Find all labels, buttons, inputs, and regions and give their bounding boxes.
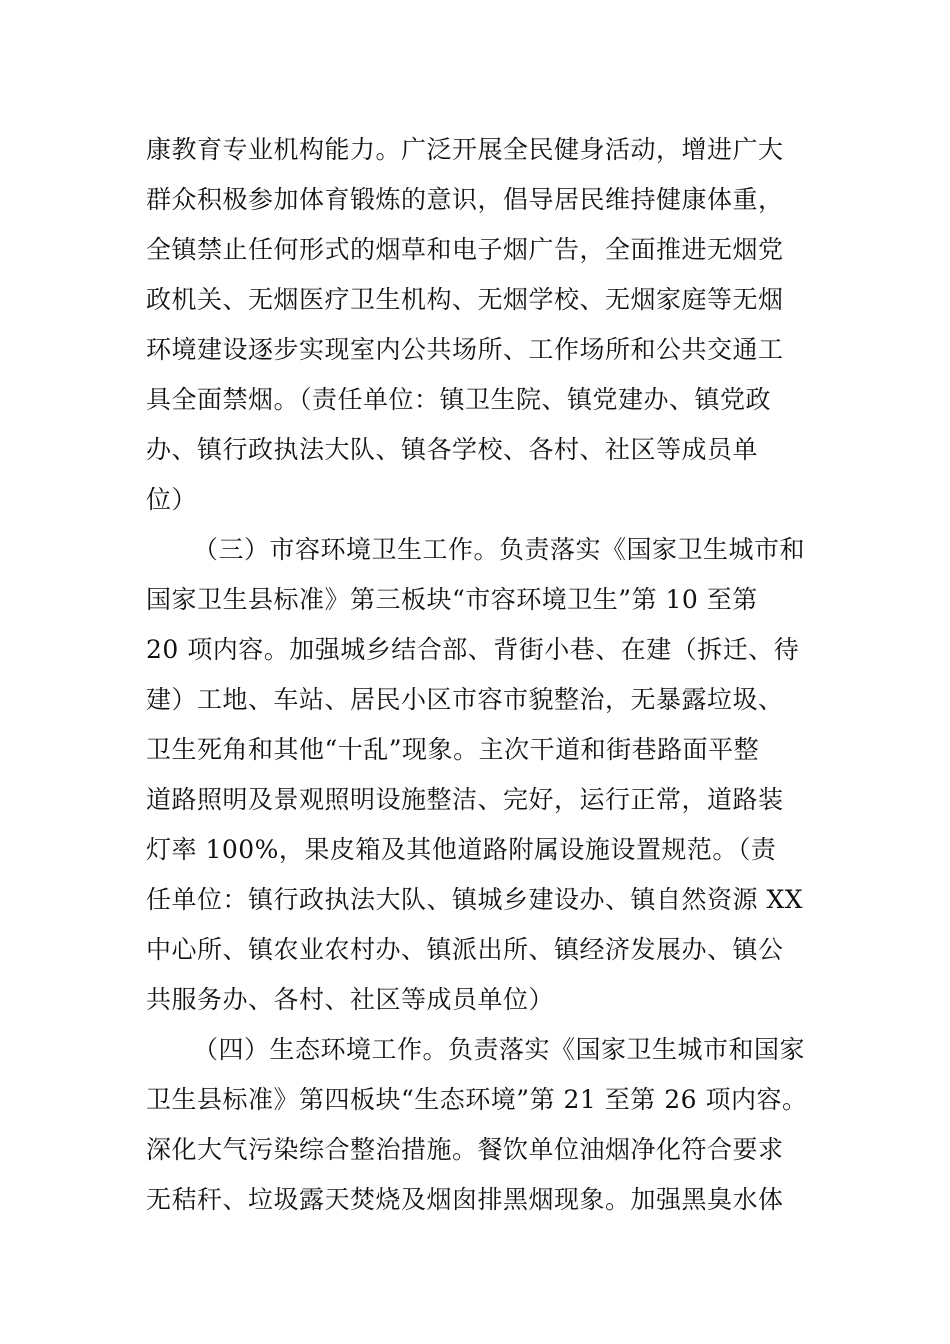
text-line-12: 建）工地、车站、居民小区市容市貌整治，无暴露垃圾、 (146, 685, 784, 714)
text-line-15: 灯率 100%，果皮箱及其他道路附属设施设置规范。（责 (146, 835, 777, 864)
section-heading-3: （三）市容环境卫生工作。负责落实《国家卫生城市和 (193, 535, 806, 564)
text-line-17: 中心所、镇农业农村办、镇派出所、镇经济发展办、镇公 (146, 935, 784, 964)
text-line-1: 康教育专业机构能力。广泛开展全民健身活动，增进广大 (146, 135, 784, 164)
text-line-20: 卫生县标准》第四板块“生态环境”第 21 至第 26 项内容。 (146, 1085, 808, 1114)
text-line-21: 深化大气污染综合整治措施。餐饮单位油烟净化符合要求 (146, 1135, 784, 1164)
text-line-14: 道路照明及景观照明设施整洁、完好，运行正常，道路装 (146, 785, 784, 814)
text-line-22: 无秸秆、垃圾露天焚烧及烟囱排黑烟现象。加强黑臭水体 (146, 1185, 784, 1214)
text-line-11: 20 项内容。加强城乡结合部、背街小巷、在建（拆迁、待 (146, 635, 800, 664)
text-line-5: 环境建设逐步实现室内公共场所、工作场所和公共交通工 (146, 335, 784, 364)
section-heading-4: （四）生态环境工作。负责落实《国家卫生城市和国家 (193, 1035, 806, 1064)
text-line-18: 共服务办、各村、社区等成员单位） (146, 985, 555, 1014)
text-line-13: 卫生死角和其他“十乱”现象。主次干道和街巷路面平整 (146, 735, 760, 764)
text-line-10: 国家卫生县标准》第三板块“市容环境卫生”第 10 至第 (146, 585, 758, 614)
text-line-16: 任单位：镇行政执法大队、镇城乡建设办、镇自然资源 XX (146, 885, 804, 914)
text-line-6: 具全面禁烟。（责任单位：镇卫生院、镇党建办、镇党政 (146, 385, 772, 414)
text-line-3: 全镇禁止任何形式的烟草和电子烟广告，全面推进无烟党 (146, 235, 784, 264)
text-line-2: 群众积极参加体育锻炼的意识，倡导居民维持健康体重， (146, 185, 784, 214)
text-line-7: 办、镇行政执法大队、镇各学校、各村、社区等成员单 (146, 435, 759, 464)
text-line-4: 政机关、无烟医疗卫生机构、无烟学校、无烟家庭等无烟 (146, 285, 784, 314)
text-line-8: 位） (146, 485, 198, 514)
